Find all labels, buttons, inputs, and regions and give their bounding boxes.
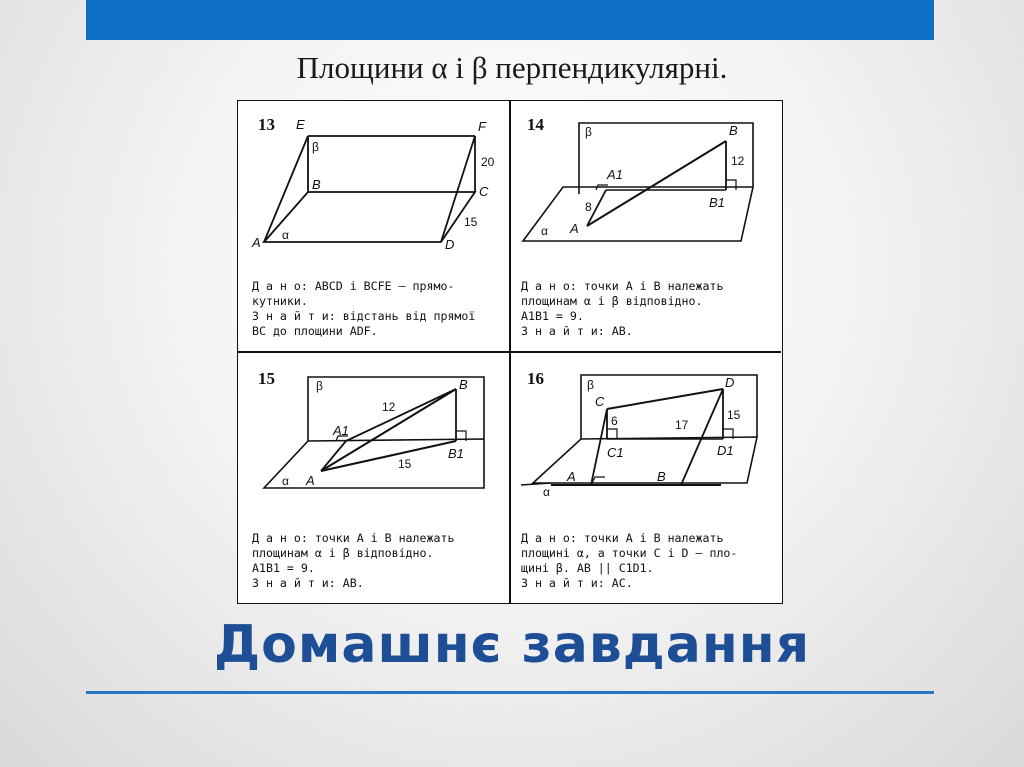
label-length-15: 15 <box>727 408 741 422</box>
label-a1: A1 <box>333 423 349 438</box>
segment-ab <box>587 141 726 226</box>
top-accent-bar <box>86 0 934 40</box>
find-line: З н а й т и: AC. <box>521 576 633 590</box>
given-line: площинам α і β відповідно. <box>521 294 703 308</box>
slide-title: Домашнє завдання <box>213 615 811 675</box>
given-line: щині β. AB || C1D1. <box>521 561 654 575</box>
label-b1: B1 <box>709 195 725 210</box>
problem-15-cell <box>238 353 510 605</box>
problem-14-text <box>521 279 773 339</box>
given-line: площині α, а точки C і D – пло- <box>521 546 738 560</box>
label-b1: B1 <box>448 446 464 461</box>
problems-grid <box>237 100 783 604</box>
find-line: З н а й т и: AB. <box>252 576 364 590</box>
label-c1: C1 <box>607 445 624 460</box>
label-alpha: α <box>282 228 289 242</box>
label-d: D <box>725 375 735 390</box>
problem-16-cell <box>511 353 783 605</box>
label-b: B <box>312 177 321 192</box>
label-a: A <box>567 469 576 484</box>
label-beta: β <box>587 378 594 392</box>
problem-13-cell <box>238 101 510 353</box>
right-angle-mark-b <box>726 180 736 190</box>
label-beta: β <box>316 379 323 393</box>
label-c: C <box>479 184 489 199</box>
label-alpha: α <box>543 485 550 499</box>
given-line: площинам α і β відповідно. <box>252 546 434 560</box>
segment-a1b <box>346 389 456 441</box>
label-length-15: 15 <box>464 215 478 229</box>
label-a: A <box>252 235 261 250</box>
label-length-12: 12 <box>731 154 745 168</box>
label-beta: β <box>585 125 592 139</box>
problem-13-text <box>252 279 504 339</box>
label-d1: D1 <box>717 443 734 458</box>
problem-16-figure <box>511 353 783 523</box>
label-a: A <box>570 221 579 236</box>
problem-15-figure <box>238 353 510 523</box>
label-b: B <box>729 123 738 138</box>
problem-number: 15 <box>258 369 275 388</box>
find-line: З н а й т и: відстань від прямої <box>252 309 476 323</box>
segment-ae <box>264 136 308 242</box>
problem-number: 13 <box>258 115 275 134</box>
label-beta: β <box>312 140 319 154</box>
plane-beta <box>579 123 753 194</box>
label-length-12: 12 <box>382 400 396 414</box>
label-d: D <box>445 237 455 252</box>
bottom-accent-line <box>86 691 934 694</box>
label-length-15: 15 <box>398 457 412 471</box>
label-length-17: 17 <box>675 418 689 432</box>
find-line: BC до площини ADF. <box>252 324 378 338</box>
label-alpha: α <box>541 224 548 238</box>
given-line: A1B1 = 9. <box>521 309 584 323</box>
segment-cd <box>607 389 723 409</box>
given-line: Д а н о: точки A і B належать <box>521 279 724 293</box>
label-length-6: 6 <box>611 414 618 428</box>
segment-ac <box>591 409 607 485</box>
label-b: B <box>657 469 666 484</box>
given-line: кутники. <box>252 294 308 308</box>
label-a: A <box>306 473 315 488</box>
label-b: B <box>459 377 468 392</box>
given-line: A1B1 = 9. <box>252 561 315 575</box>
problem-16-text <box>521 531 773 591</box>
given-line: Д а н о: ABCD і BCFE – прямо- <box>252 279 455 293</box>
label-length-8: 8 <box>585 200 592 214</box>
label-f: F <box>478 119 486 134</box>
problem-number: 16 <box>527 369 544 388</box>
problem-13-figure <box>238 101 510 271</box>
problem-14-figure <box>511 101 783 271</box>
label-c: C <box>595 394 605 409</box>
right-angle-mark-c <box>607 429 617 439</box>
label-length-20: 20 <box>481 155 495 169</box>
find-line: З н а й т и: AB. <box>521 324 633 338</box>
given-line: Д а н о: точки A і B належать <box>521 531 724 545</box>
given-line: Д а н о: точки A і B належать <box>252 531 455 545</box>
label-alpha: α <box>282 474 289 488</box>
slide-subtitle: Площини α і β перпендикулярні. <box>296 50 728 85</box>
label-a1: A1 <box>607 167 623 182</box>
problem-number: 14 <box>527 115 544 134</box>
label-e: E <box>296 117 305 132</box>
problem-15-text <box>252 531 504 591</box>
problem-14-cell <box>511 101 783 353</box>
